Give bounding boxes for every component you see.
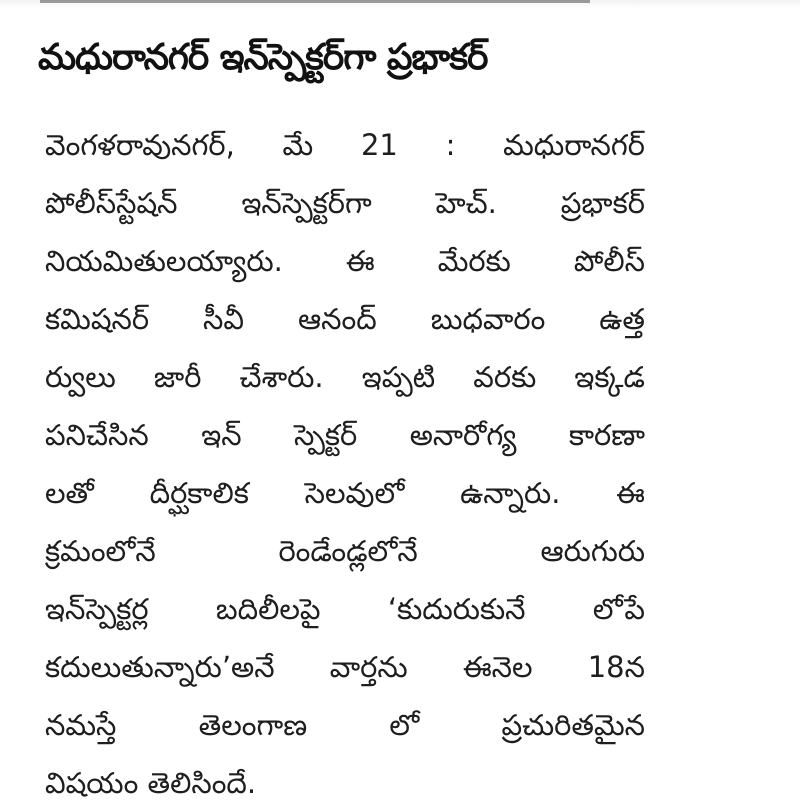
body-line-9: ఇన్‌స్పెక్టర్ల బదిలీలపై ‘కుదురుకునే లోపే — [45, 592, 645, 626]
top-divider — [40, 0, 590, 3]
body-line-6: పనిచేసిన ఇన్ స్పెక్టర్ అనారోగ్య కారణా — [45, 418, 645, 452]
body-line-5: ర్వులు జారీ చేశారు. ఇప్పటి వరకు ఇక్కడ — [45, 360, 645, 394]
body-line-7: లతో దీర్ఘకాలిక సెలవులో ఉన్నారు. ఈ — [45, 476, 645, 510]
body-line-8: క్రమంలోనే రెండేండ్లలోనే ఆరుగురు — [45, 534, 645, 568]
body-line-4: కమిషనర్ సీవీ ఆనంద్ బుధవారం ఉత్త — [45, 302, 645, 336]
body-line-11: నమస్తే తెలంగాణ లో ప్రచురితమైన — [45, 708, 645, 742]
body-line-3: నియమితులయ్యారు. ఈ మేరకు పోలీస్ — [45, 244, 645, 278]
body-line-2: పోలీస్‌స్టేషన్ ఇన్‌స్పెక్టర్‌గా హెచ్. ప్రభాకర్ — [45, 186, 645, 220]
article-headline: మధురానగర్ ఇన్‌స్పెక్టర్‌గా ప్రభాకర్ — [38, 37, 488, 78]
body-line-12: విషయం తెలిసిందే. — [45, 766, 257, 800]
body-line-10: కదులుతున్నారు’అనే వార్తను ఈనెల 18న — [45, 650, 645, 684]
article-body — [45, 116, 645, 812]
body-line-1: వెంగళరావునగర్, మే 21 : మధురానగర్ — [45, 128, 645, 162]
